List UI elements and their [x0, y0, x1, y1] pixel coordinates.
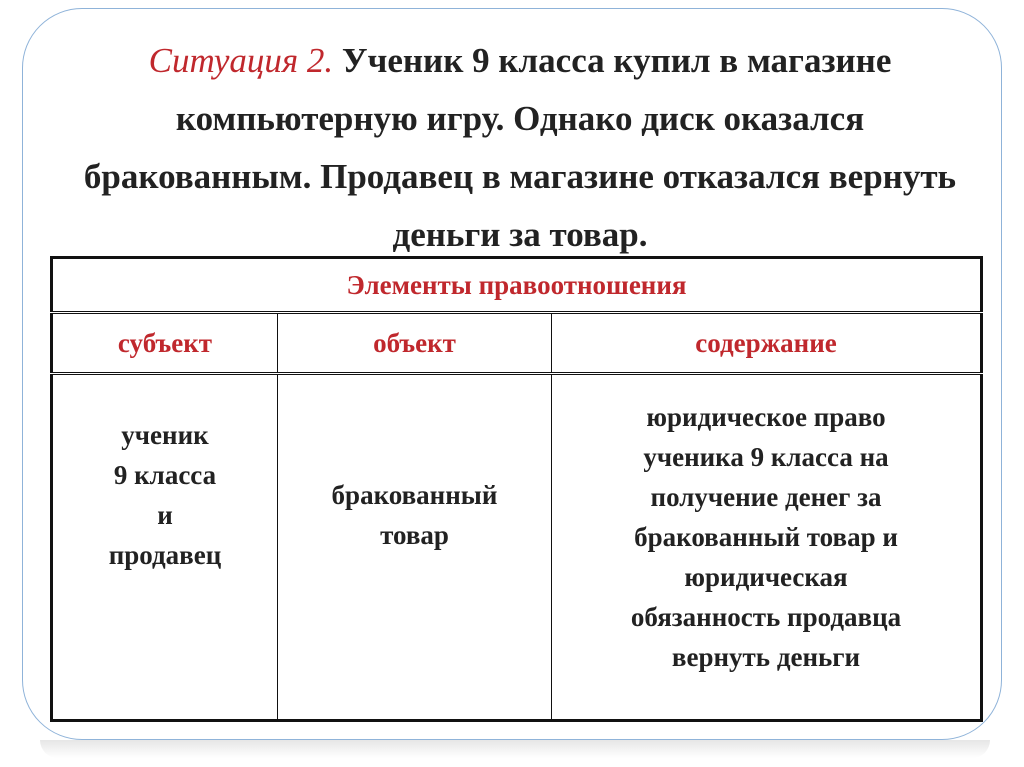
cell-line: получение денег за [650, 482, 882, 512]
situation-body: Ученик 9 класса купил в магазине компьютерную игру. Однако диск оказался бракованным. Продавец в магазине отказался вернуть деньги за товар. [83, 41, 957, 254]
cell-line: 9 класса [113, 460, 217, 490]
cell-line: бракованный [331, 480, 498, 510]
cell-line: бракованный товар и [634, 522, 898, 552]
cell-line: обязанность продавца [630, 602, 902, 632]
situation-label: Ситуация 2. [148, 41, 334, 80]
column-object: объект [278, 313, 552, 374]
cell-subject [52, 374, 278, 721]
table-row [52, 374, 982, 721]
cell-line: вернуть деньги [671, 642, 861, 672]
cell-line: ученика 9 класса на [643, 442, 889, 472]
column-subject: субъект [52, 313, 278, 374]
slide-shadow [40, 740, 990, 758]
cell-line: товар [380, 520, 449, 550]
cell-line: и [157, 500, 173, 530]
table-header-row [52, 313, 982, 374]
column-content: содержание [552, 313, 982, 374]
cell-content [552, 374, 982, 721]
legal-relation-table [50, 256, 983, 722]
cell-line: продавец [108, 540, 222, 570]
situation-text [60, 32, 980, 264]
cell-line: юридическая [684, 562, 848, 592]
cell-line: ученик [121, 420, 209, 450]
cell-object [278, 374, 552, 721]
table-caption-row [52, 258, 982, 313]
cell-line: юридическое право [646, 402, 886, 432]
table-caption: Элементы правоотношения [52, 258, 982, 313]
